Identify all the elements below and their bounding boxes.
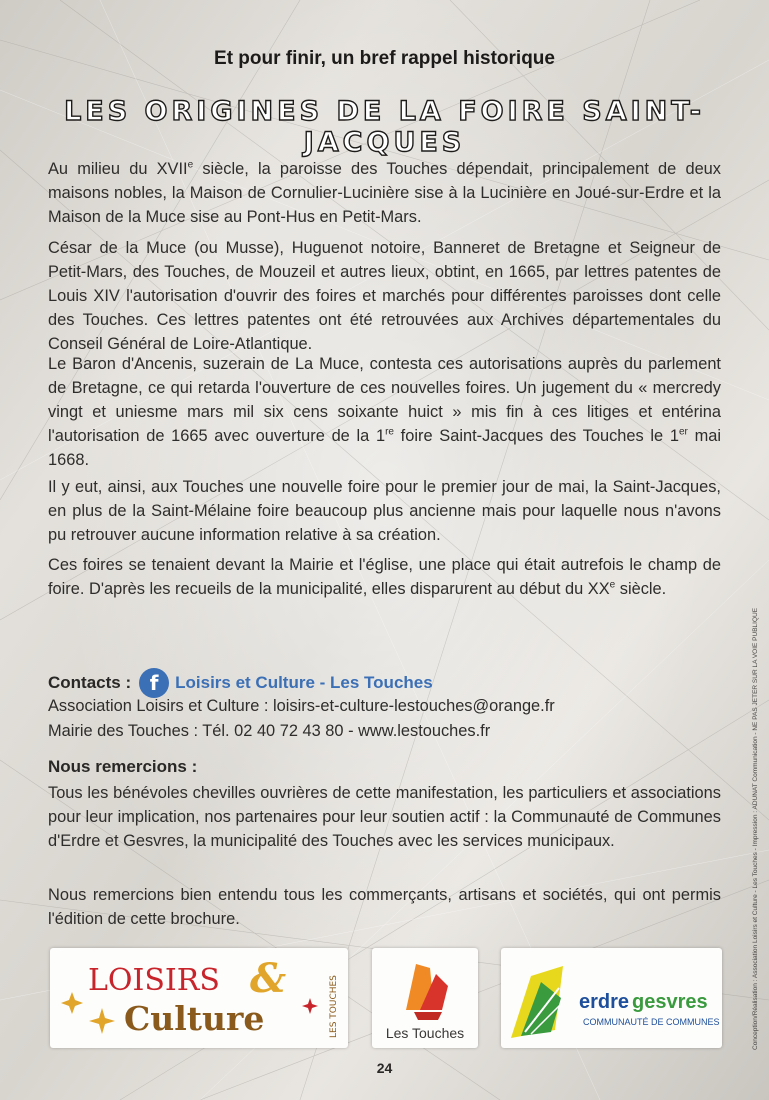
thanks-paragraph-2: Nous remercions bien entendu tous les commerçants, artisans et sociétés, qui ont permis l'édition de cette brochure. <box>48 886 721 928</box>
history-paragraph-4: Il y eut, ainsi, aux Touches une nouvelle foire pour le premier jour de mai, la Saint-Jacques, en plus de la Saint-Mélaine foire beaucoup plus ancienne mais pour laquelle nous n'avons pu retrouver aucune information relative à sa création. <box>48 478 721 544</box>
gesvres-text: gesvres <box>632 991 708 1013</box>
flame-base-shape <box>414 1012 442 1020</box>
logo-ampersand: & <box>250 955 287 1002</box>
contacts-row <box>48 667 433 699</box>
logo-loisirs-text: LOISIRS <box>88 963 220 998</box>
facebook-page-link[interactable]: Loisirs et Culture - Les Touches <box>175 673 433 692</box>
contacts-label: Contacts : <box>48 673 132 692</box>
loisirs-culture-logo <box>50 948 348 1048</box>
mairie-contact: Mairie des Touches : Tél. 02 40 72 43 80 - www.lestouches.fr <box>48 722 491 740</box>
facebook-icon[interactable]: f <box>139 668 169 698</box>
history-paragraph-3: Le Baron d'Ancenis, suzerain de La Muce, contesta ces autorisations auprès du parlement de Bretagne, ce qui retarda l'ouverture de ces nouvelles foires. Un jugement du « mercredy vingt et uniesme mars mil six cens soixante huict » mis fin à ces litiges et entérina l'autorisation de 1665 avec ouverture de la 1re foire Saint-Jacques des Touches le 1er mai 1668. <box>48 355 722 469</box>
section-subtitle: Et pour finir, un bref rappel historique <box>214 48 555 69</box>
history-paragraph-2: César de la Muce (ou Musse), Huguenot notoire, Banneret de Bretagne et Seigneur de Petit-Mars, des Touches, de Mouzeil et autres lieux, obtint, en 1665, par lettres patentes de Louis XIV l'autorisation d'ouvrir des foires et marchés pour différentes paroisses dont celle des Touches. Ces lettres patentes ont été retrouvées aux Archives départementales du Conseil Général de Loire-Atlantique. <box>48 239 721 353</box>
association-contact: Association Loisirs et Culture : loisirs-et-culture-lestouches@orange.fr <box>48 697 555 715</box>
page-title: LES ORIGINES DE LA FOIRE SAINT-JACQUES <box>64 96 705 158</box>
les-touches-logo <box>372 948 478 1048</box>
logo-les-touches-vertical: LES TOUCHES <box>329 975 339 1038</box>
erdre-text: erdre <box>579 991 630 1013</box>
logo-culture-text: Culture <box>124 999 265 1038</box>
les-touches-label: Les Touches <box>385 1025 465 1041</box>
thanks-paragraph-1: Tous les bénévoles chevilles ouvrières de cette manifestation, les particuliers et associations pour leur implication, nos partenaires pour leur soutien actif : la Communauté de Communes d'Erdre et Gesvres, la municipalité des Touches avec les services municipaux. <box>48 784 721 850</box>
page-number: 24 <box>376 1060 393 1076</box>
erdre-gesvres-logo-graphic <box>501 948 722 1048</box>
thanks-title: Nous remercions : <box>48 757 198 776</box>
loisirs-culture-logo-graphic <box>50 948 348 1048</box>
side-credit: Conception/Réalisation : Association Loisirs et Culture - Les Touches - Impression : ADUNAT Communication - NE PAS JETER SUR LA VOIE PUBLIQUE <box>752 607 759 1050</box>
erdre-tagline: COMMUNAUTÉ DE COMMUNES <box>583 1017 720 1027</box>
history-paragraph-1: Au milieu du XVIIe siècle, la paroisse des Touches dépendait, principalement de deux maisons nobles, la Maison de Cornulier-Lucinière sise à la Lucinière en Joué-sur-Erdre et la Maison de la Muce sise au Pont-Hus en Petit-Mars. <box>48 159 721 226</box>
erdre-gesvres-logo <box>501 948 722 1048</box>
les-touches-logo-graphic <box>372 948 478 1048</box>
history-paragraph-5: Ces foires se tenaient devant la Mairie et l'église, une place qui était autrefois le champ de foire. D'après les recueils de la municipalité, elles disparurent au début du XXe siècle. <box>48 556 721 598</box>
